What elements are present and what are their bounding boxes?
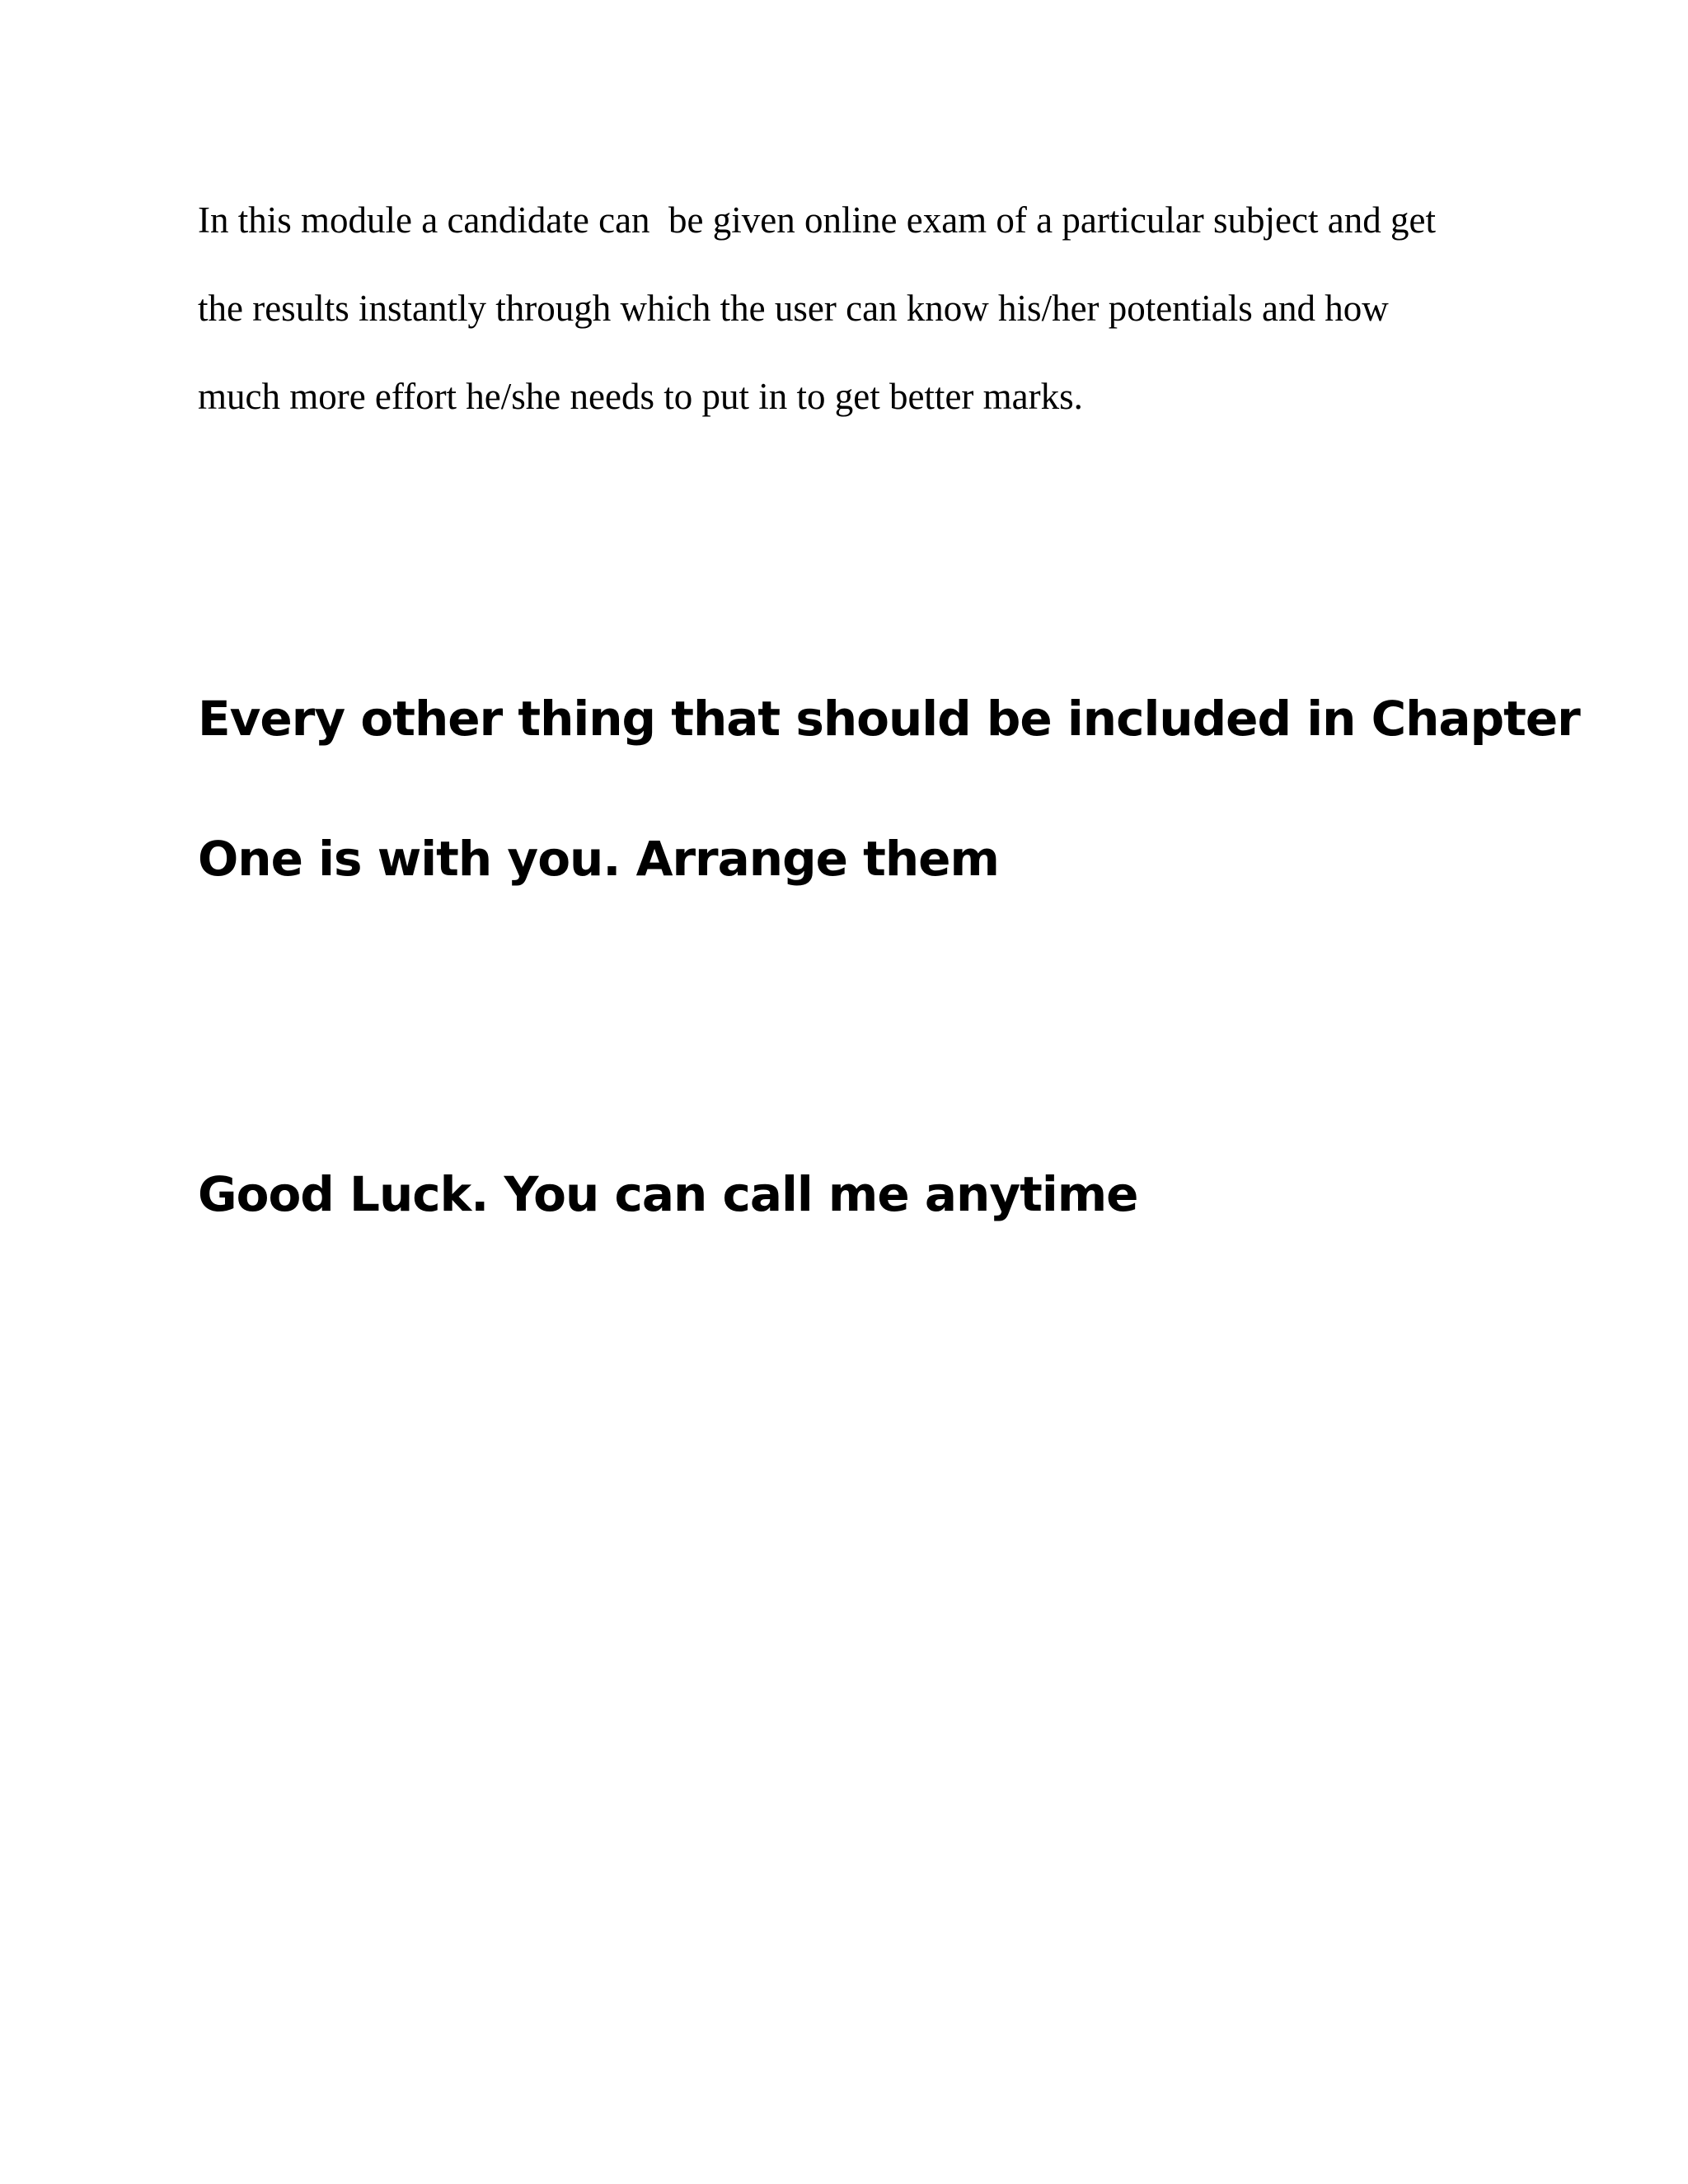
paragraph-line-1: In this module a candidate can be given online exam of a particular subject and get (198, 199, 1436, 241)
closing-heading: Good Luck. You can call me anytime (198, 1166, 1138, 1222)
paragraph-line-3: much more effort he/she needs to put in to get better marks. (198, 376, 1083, 417)
paragraph-line-2: the results instantly through which the user can know his/her potentials and how (198, 288, 1389, 329)
note-heading-line-1: Every other thing that should be included in Chapter (198, 691, 1580, 747)
note-heading-line-2: One is with you. Arrange them (198, 831, 999, 887)
